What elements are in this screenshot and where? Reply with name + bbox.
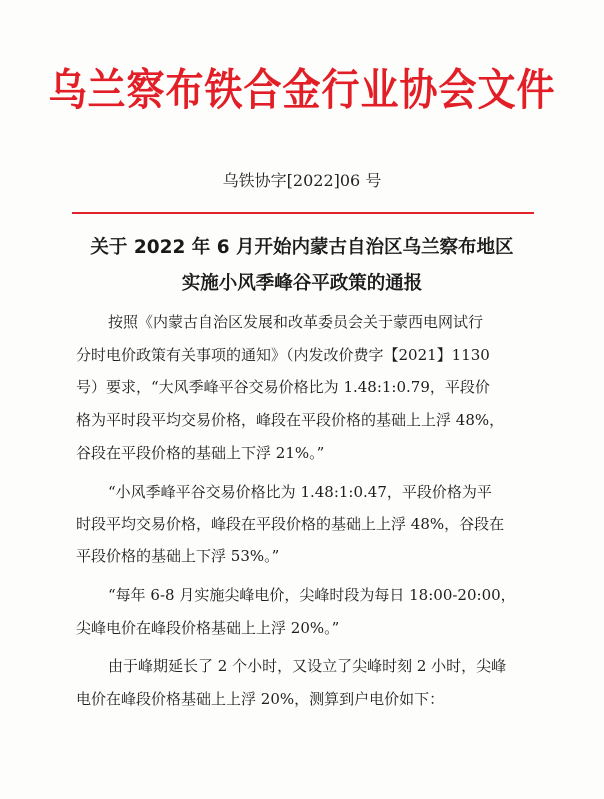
body-paragraph-line: 电价在峰段价格基础上上浮 20%，测算到户电价如下：: [76, 690, 445, 708]
organization-header-title: 乌兰察布铁合金行业协会文件: [48, 64, 556, 116]
body-paragraph-line: 格为平时段平均交易价格，峰段在平段价格的基础上上浮 48%，: [76, 411, 505, 429]
document-headline-line-1: 关于 2022 年 6 月开始内蒙古自治区乌兰察布地区: [90, 237, 514, 258]
body-paragraph-line: 尖峰电价在峰段价格基础上上浮 20%。”: [76, 619, 340, 637]
document-number: 乌铁协字[2022]06 号: [222, 171, 382, 190]
body-paragraph-line: 号）要求，“大风季峰平谷交易价格比为 1.48:1:0.79，平段价: [76, 378, 490, 396]
document-headline-line-2: 实施小风季峰谷平政策的通报: [181, 273, 423, 294]
body-paragraph-line: 时段平均交易价格，峰段在平段价格的基础上上浮 48%，谷段在: [76, 515, 505, 533]
red-divider-line: [72, 212, 534, 214]
body-paragraph-line: 平段价格的基础上下浮 53%。”: [76, 547, 280, 565]
body-paragraph-line: “小风季峰平谷交易价格比为 1.48:1:0.47，平段价格为平: [108, 483, 492, 501]
body-paragraph-line: 按照《内蒙古自治区发展和改革委员会关于蒙西电网试行: [108, 313, 484, 331]
body-paragraph-line: 由于峰期延长了 2 个小时，又设立了尖峰时刻 2 小时，尖峰: [108, 657, 507, 675]
body-paragraph-line: “每年 6-8 月实施尖峰电价，尖峰时段为每日 18:00-20:00，: [108, 586, 516, 604]
body-paragraph-line: 分时电价政策有关事项的通知》（内发改价费字【2021】1130: [76, 346, 490, 364]
body-paragraph-line: 谷段在平段价格的基础上下浮 21%。”: [76, 444, 325, 462]
